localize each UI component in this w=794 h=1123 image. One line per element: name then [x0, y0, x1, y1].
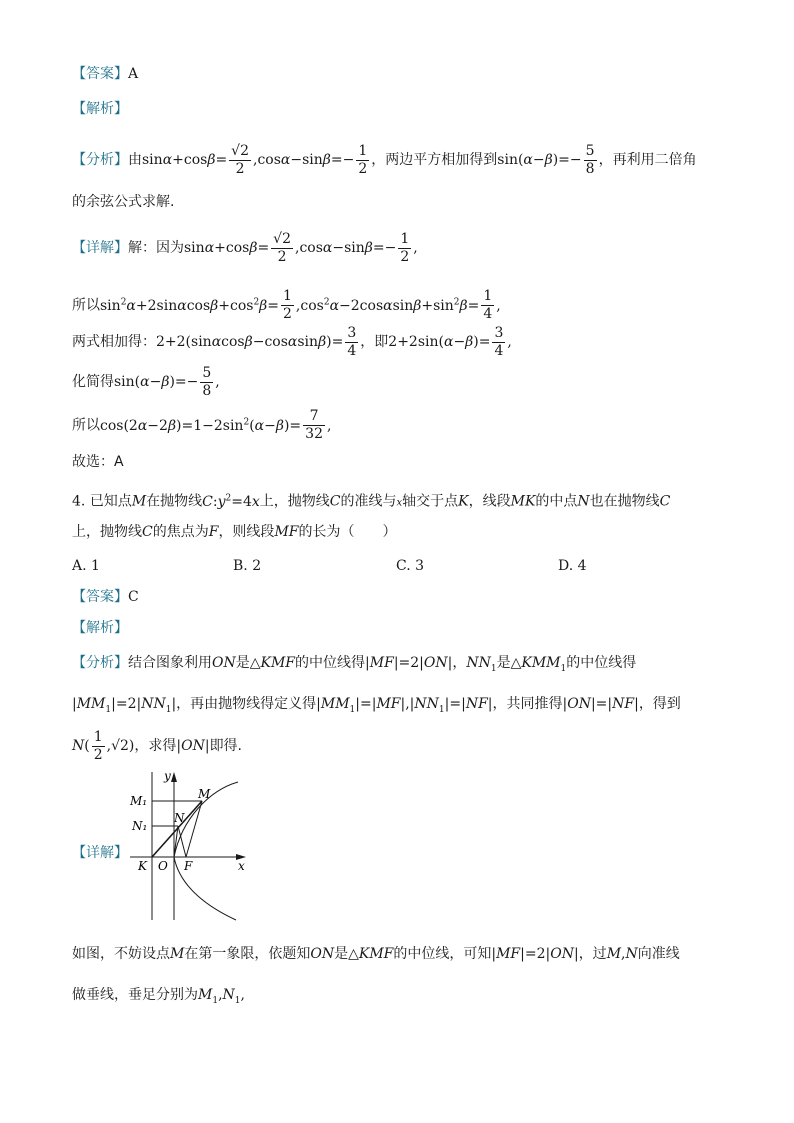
- fenxi-text: 结合图象利用: [128, 655, 212, 671]
- detail-text: 所以: [72, 297, 100, 314]
- detail-text: 如图，不妨设点: [72, 946, 170, 962]
- formula-n-point: N( $\frac{1}{2}$ ,√2): [72, 728, 135, 763]
- stem-text: 的焦点为: [152, 524, 209, 540]
- detail-text: 是: [334, 946, 349, 962]
- fenxi-text: 是: [496, 655, 511, 671]
- parabola-eq: $C:y^2=4x$: [202, 493, 260, 510]
- q4-fenxi-line-3: [72, 726, 242, 766]
- answer-tag: 【答案】: [72, 66, 128, 82]
- fenxi-text: 是: [235, 655, 250, 671]
- formula-mf: |MF|=2|ON|: [365, 655, 453, 671]
- choose-text: 故选：A: [72, 454, 124, 470]
- option-d: D. 4: [558, 558, 587, 574]
- stem-text: 上，抛物线: [259, 493, 330, 510]
- detail-text: 向准线: [637, 946, 680, 962]
- fenxi-text: ，共同推得: [492, 696, 563, 712]
- fenxi-tag: 【分析】: [72, 152, 128, 168]
- detail-text: ，过: [578, 946, 607, 962]
- option-a: A. 1: [72, 558, 100, 574]
- detail-text: 所以: [72, 417, 100, 434]
- formula-on: |ON|: [176, 738, 210, 754]
- formula-result: sin(α−β)=− $\frac{5}{8}$: [497, 142, 595, 177]
- answer-value: A: [128, 66, 139, 82]
- q4-fenxi-line-1: 【分析】结合图象利用ON是△KMF的中位线得|MF|=2|ON|，$NN_1$是$\triangle KMM_1$的中位线得: [72, 655, 637, 674]
- stem-text: 已知点: [89, 493, 132, 510]
- fenxi-text: ，得到: [638, 696, 681, 712]
- fenxi-text: 的余弦公式求解.: [72, 194, 175, 210]
- stem-text: 也在抛物线: [589, 493, 660, 510]
- fenxi-text: ，再利用二倍角: [598, 152, 697, 168]
- detail-text: 化简得: [72, 374, 114, 390]
- q4-detail-line-2: 做垂线，垂足分别为$M_1,N_1$,: [72, 987, 245, 1006]
- stem-text: ，则线段: [218, 524, 275, 540]
- formula-squared: $\sin^2\alpha+2\sin\alpha\cos\beta+\cos^2\beta=$ $\frac{1}{2}$ $,\cos^2\alpha-2\cos\alpha\sin\beta+\sin^2\beta=$ $\frac{1}{4}$ ,: [100, 288, 501, 323]
- question-number: 4.: [72, 493, 86, 510]
- q4-detail-line-1: 如图，不妨设点M在第一象限，依题知ON是△KMF的中位线，可知|MF|=2|ON|，过M,N向准线: [72, 946, 680, 962]
- option-b: B. 2: [233, 558, 262, 574]
- y-axis-arrow: [171, 772, 177, 782]
- fenxi-text: ，再由抛物线得定义得: [176, 696, 317, 712]
- q3-detail-line-2: [72, 282, 501, 326]
- q4-stem-line-2: 上，抛物线C的焦点为F，则线段MF的长为（ ）: [72, 524, 397, 540]
- formula-given: sinα+cosβ= $\frac{√2}{2}$ ,cosα−sinβ=− $\frac{1}{2}$ ,: [184, 230, 418, 265]
- answer-tag: 【答案】: [72, 589, 128, 605]
- q3-detail-line-1: [72, 228, 418, 268]
- stem-text: 轴交于点: [402, 493, 459, 510]
- fenxi-text: 的中位线得: [295, 655, 366, 671]
- label-x: x: [238, 859, 245, 873]
- detail-text: 做垂线，垂足分别为: [72, 987, 198, 1003]
- answer-value: C: [128, 589, 139, 605]
- q3-detail-line-3: [72, 322, 512, 362]
- stem-text: 的准线与: [340, 493, 397, 510]
- q4-stem-line-1: 4. 已知点M在抛物线$C:y^2=4x$上，抛物线C的准线与x轴交于点K，线段MK的中点N也在抛物线C: [72, 493, 671, 510]
- label-n1: N₁: [132, 819, 148, 833]
- q4-answer-line: [72, 587, 139, 607]
- q3-detail-line-5: [72, 402, 331, 446]
- fenxi-text: 即得.: [209, 738, 243, 754]
- stem-text: 的中点: [535, 493, 578, 510]
- label-m: M: [198, 787, 211, 801]
- q4-analysis-tag-line: [72, 618, 128, 638]
- formula-on-nf: |ON|=|NF|: [562, 696, 639, 712]
- parabola-curve: [174, 782, 238, 920]
- stem-text: 上，抛物线: [72, 524, 142, 540]
- stem-text: 的长为（ ）: [298, 524, 397, 540]
- label-y: y: [164, 769, 171, 783]
- formula-sum: 2+2(sinαcosβ−cosαsinβ)= $\frac{3}{4}$: [156, 324, 357, 359]
- detail-text: 解：因为: [128, 240, 184, 256]
- formula-cos-double: $\cos(2\alpha-2\beta)=1-2\sin^2(\alpha-\beta)=$ $\frac{7}{32}$ ,: [100, 408, 332, 443]
- formula-simplified: sin(α−β)=− $\frac{5}{8}$ ,: [114, 364, 220, 399]
- label-f: F: [184, 859, 193, 873]
- fenxi-text: 的中位线得: [566, 655, 637, 671]
- formula-mm1: $|MM_1|=2|NN_1|$: [72, 696, 177, 715]
- fenxi-tag: 【分析】: [72, 655, 128, 671]
- q4-fenxi-line-2: [72, 694, 681, 720]
- analysis-tag: 【解析】: [72, 101, 128, 117]
- label-m1: M₁: [130, 794, 148, 808]
- analysis-tag: 【解析】: [72, 620, 128, 636]
- formula-sum-2: 2+2sin(α−β)= $\frac{3}{4}$ ,: [388, 324, 512, 359]
- segment-nf: [178, 826, 186, 857]
- detail-text: ，即: [360, 334, 389, 350]
- detail-tag: 【详解】: [72, 240, 128, 256]
- q3-fenxi-line: [72, 140, 697, 180]
- option-c: C. 3: [396, 558, 425, 574]
- label-o: O: [158, 859, 168, 873]
- q3-fenxi-line-2: [72, 192, 174, 212]
- fenxi-text: ，求得: [134, 738, 177, 754]
- label-n: N: [174, 811, 185, 825]
- parabola-figure: [120, 768, 250, 928]
- q3-choose-line: [72, 452, 124, 472]
- detail-text: 在第一象限，依题知: [184, 946, 311, 962]
- formula-mf: |MF|=2|ON|: [491, 946, 579, 962]
- detail-text: 的中位线，可知: [393, 946, 492, 962]
- detail-text: 两式相加得：: [72, 334, 156, 350]
- label-k: K: [138, 859, 147, 873]
- q3-answer-line: [72, 64, 138, 84]
- stem-text: ，线段: [468, 493, 511, 510]
- detail-tag: 【详解】: [72, 845, 128, 861]
- fenxi-text: ，两边平方相加得到: [371, 152, 498, 168]
- formula-given: sinα+cosβ= $\frac{√2}{2}$ ,cosα−sinβ=− $\frac{1}{2}$: [142, 142, 368, 177]
- formula-def: $|MM_1|=|MF|,|NN_1|=|NF|$: [316, 696, 493, 715]
- stem-text: 在抛物线: [146, 493, 203, 510]
- q3-analysis-tag-line: [72, 99, 128, 119]
- fenxi-text: 由: [128, 152, 142, 168]
- q3-detail-line-4: [72, 362, 220, 402]
